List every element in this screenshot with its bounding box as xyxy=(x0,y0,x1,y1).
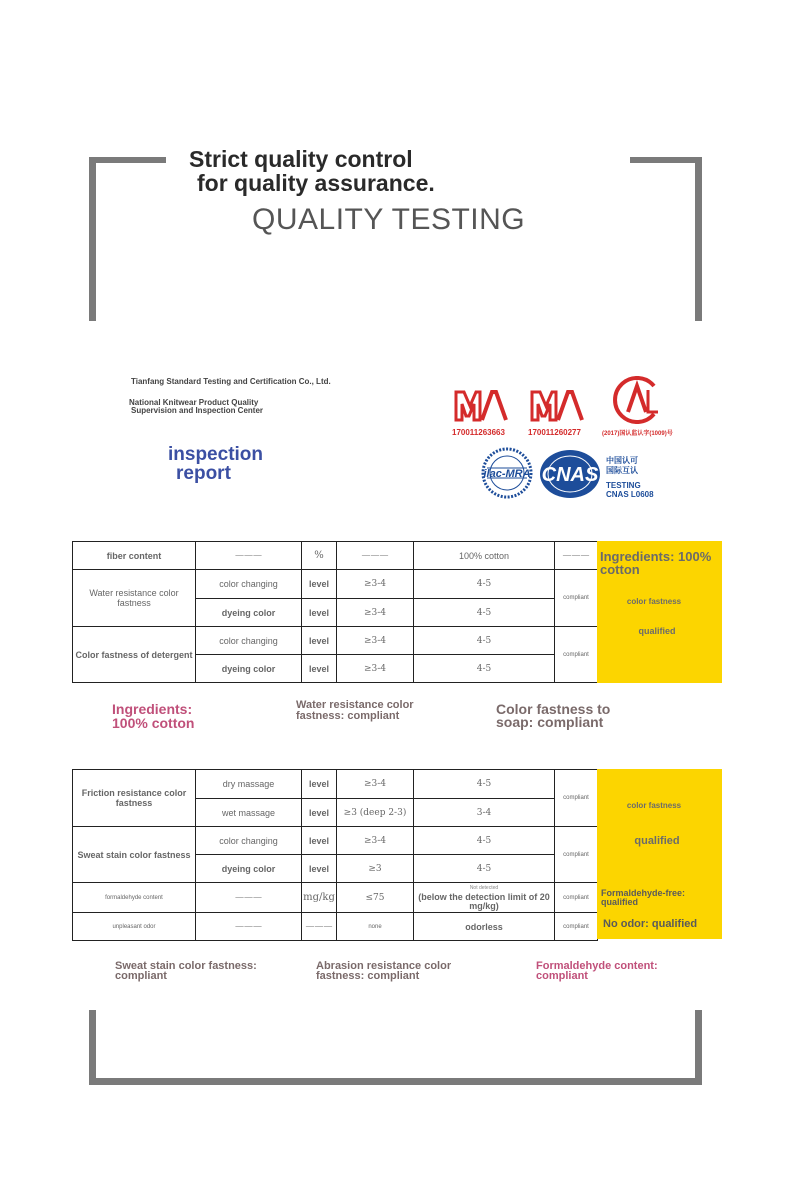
report-title-1: inspection xyxy=(168,444,264,465)
dyeing-color-label: dyeing color xyxy=(196,855,302,883)
formaldehyde-standard: ——— xyxy=(196,883,302,913)
odor-label: unpleasant odor xyxy=(73,913,196,941)
verdict-compliant: compliant xyxy=(555,770,598,827)
inspection-table-1 xyxy=(72,541,598,683)
table-row xyxy=(73,827,598,855)
dry-massage-label: dry massage xyxy=(196,770,302,799)
table1-side-qualified: qualified xyxy=(638,626,676,636)
table-row xyxy=(73,883,598,913)
requirement-value: ≥3-4 xyxy=(337,627,414,655)
top-frame-right-vertical xyxy=(695,157,702,321)
cnas-logo-text: CNAS xyxy=(541,464,599,486)
summary1-right: Color fastness to soap: compliant xyxy=(496,701,611,730)
company-name: Tianfang Standard Testing and Certification Co., Ltd. xyxy=(131,377,331,386)
table-row xyxy=(73,570,598,599)
center-name-2: Supervision and Inspection Center xyxy=(131,406,264,415)
verdict-compliant: compliant xyxy=(555,827,598,883)
page-subtitle: QUALITY TESTING xyxy=(252,203,526,236)
result-value: 4-5 xyxy=(414,827,555,855)
unit-level: level xyxy=(302,827,337,855)
wet-massage-label: wet massage xyxy=(196,799,302,827)
cma-number-1: 170011263663 xyxy=(452,428,505,437)
dyeing-color-label: dyeing color xyxy=(196,655,302,683)
table2-side-color-fastness: color fastness xyxy=(626,801,682,810)
result-value: 4-5 xyxy=(414,627,555,655)
not-detected: Not detected xyxy=(469,885,499,891)
cma-logo-2 xyxy=(528,388,584,424)
unit-level: level xyxy=(302,770,337,799)
cma-1-icon xyxy=(452,388,508,424)
requirement-value: ≥3 xyxy=(337,855,414,883)
fiber-result: 100% cotton xyxy=(414,542,555,570)
result-value: 4-5 xyxy=(414,855,555,883)
bottom-frame-horizontal xyxy=(89,1078,702,1085)
below-detection: (below the detection limit of 20 mg/kg) xyxy=(418,892,550,911)
cnas-icon xyxy=(538,448,602,500)
unit-level: level xyxy=(302,855,337,883)
bottom-frame-left-vertical xyxy=(89,1010,96,1085)
table2-side-no-odor: No odor: qualified xyxy=(603,918,698,930)
unit-mgkg: mg/kg xyxy=(302,883,337,913)
ilac-icon xyxy=(478,446,536,500)
verdict-compliant: compliant xyxy=(555,883,598,913)
fiber-standard: ——— xyxy=(196,542,302,570)
cnas-text-1: 中国认可 xyxy=(606,456,638,465)
fiber-verdict: ——— xyxy=(555,542,598,570)
result-value: 4-5 xyxy=(414,570,555,599)
fiber-content-label: fiber content xyxy=(73,542,196,570)
unit-level: level xyxy=(302,627,337,655)
center-name-1: National Knitwear Product Quality xyxy=(129,398,259,407)
inspection-table-2 xyxy=(72,769,598,941)
cal-icon xyxy=(610,376,664,424)
requirement-value: ≥3-4 xyxy=(337,570,414,599)
sweat-stain-label: Sweat stain color fastness xyxy=(73,827,196,883)
cnas-text-4: CNAS L0608 xyxy=(606,490,654,499)
color-changing-label: color changing xyxy=(196,827,302,855)
table-row xyxy=(73,542,598,570)
result-value: 4-5 xyxy=(414,599,555,627)
summary1-left: Ingredients: 100% cotton xyxy=(112,701,195,731)
summary1-center: Water resistance color fastness: compliant xyxy=(296,699,414,722)
headline-line-2: for quality assurance. xyxy=(197,170,435,196)
fiber-unit: % xyxy=(302,542,337,570)
table1-side-ingredients: Ingredients: 100% cotton xyxy=(600,549,712,577)
result-value: 4-5 xyxy=(414,655,555,683)
table2-highlight-1 xyxy=(597,769,722,882)
odor-standard: ——— xyxy=(196,913,302,941)
requirement-wet-value: ≥3 (deep 2-3) xyxy=(337,799,414,827)
cma-2-icon xyxy=(528,388,584,424)
table-row xyxy=(73,770,598,799)
summary2-center: Abrasion resistance color fastness: compliant xyxy=(316,960,452,982)
water-resistance-label: Water resistance color fastness xyxy=(73,570,196,627)
cal-logo xyxy=(610,376,664,424)
dyeing-color-label: dyeing color xyxy=(196,599,302,627)
fiber-requirement: ——— xyxy=(337,542,414,570)
bottom-frame-right-vertical xyxy=(695,1010,702,1085)
ilac-logo-text: ilac-MRA xyxy=(483,468,531,480)
table2-side-formaldehyde-free: Formaldehyde-free: qualified xyxy=(601,888,686,907)
verdict-compliant: compliant xyxy=(555,627,598,683)
color-changing-label: color changing xyxy=(196,570,302,599)
top-frame-left-vertical xyxy=(89,157,96,321)
formaldehyde-result xyxy=(414,883,555,913)
ilac-logo xyxy=(478,446,536,500)
headline-line-1: Strict quality control xyxy=(189,146,413,172)
result-value: 3-4 xyxy=(414,799,555,827)
table-row xyxy=(73,913,598,941)
unit-level: level xyxy=(302,570,337,599)
table1-side-color-fastness: color fastness xyxy=(626,597,682,606)
requirement-value: ≥3-4 xyxy=(337,655,414,683)
table-row xyxy=(73,627,598,655)
cnas-text-2: 国际互认 xyxy=(606,466,638,475)
result-odorless: odorless xyxy=(414,913,555,941)
table2-side-qualified: qualified xyxy=(634,835,680,847)
cnas-logo xyxy=(538,448,602,500)
verdict-compliant: compliant xyxy=(555,570,598,627)
requirement-value: ≥3-4 xyxy=(337,827,414,855)
requirement-value: ≥3-4 xyxy=(337,770,414,799)
detergent-label: Color fastness of detergent xyxy=(73,627,196,683)
report-title-2: report xyxy=(176,463,231,484)
top-frame-left-horizontal xyxy=(89,157,166,163)
color-changing-label: color changing xyxy=(196,627,302,655)
requirement-value: ≥3-4 xyxy=(337,599,414,627)
cnas-text-3: TESTING xyxy=(606,481,641,490)
verdict-compliant: compliant xyxy=(555,913,598,941)
unit-level: level xyxy=(302,599,337,627)
result-value: 4-5 xyxy=(414,770,555,799)
cma-logo-1 xyxy=(452,388,508,424)
friction-label: Friction resistance color fastness xyxy=(73,770,196,827)
top-frame-right-horizontal xyxy=(630,157,702,163)
cma-number-2: 170011260277 xyxy=(528,428,581,437)
requirement-75: ≤75 xyxy=(337,883,414,913)
odor-unit: ——— xyxy=(302,913,337,941)
unit-level: level xyxy=(302,799,337,827)
cal-text: (2017)国认监认字(1009)号 xyxy=(602,431,673,437)
requirement-none: none xyxy=(337,913,414,941)
formaldehyde-label: formaldehyde content xyxy=(73,883,196,913)
unit-level: level xyxy=(302,655,337,683)
summary2-right: Formaldehyde content: compliant xyxy=(536,960,658,982)
summary2-left: Sweat stain color fastness: compliant xyxy=(115,960,257,982)
